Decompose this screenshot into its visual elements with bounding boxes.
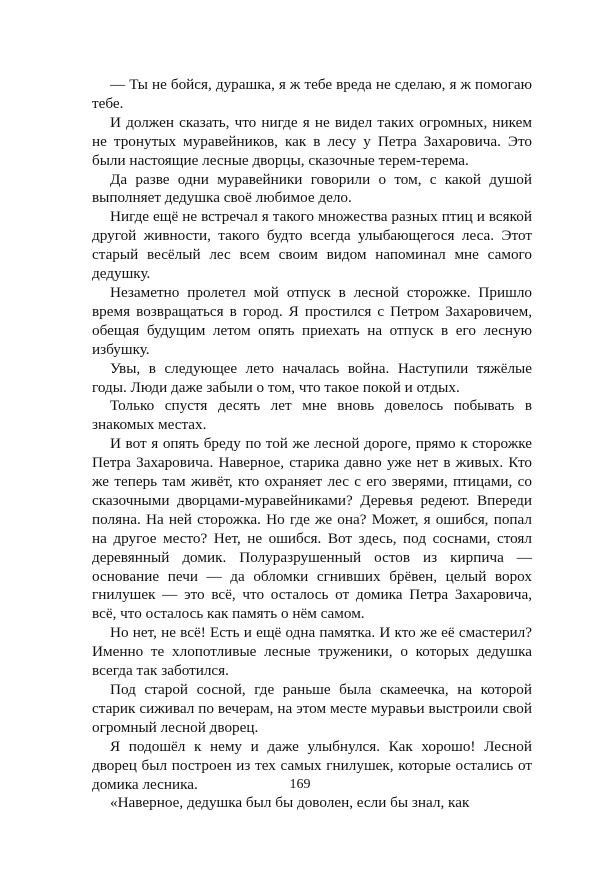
paragraph-5: Незаметно пролетел мой отпуск в лесной сторожке. Пришло время возвращаться в город. Я простился с Петром Захаровичем, обещая будущим летом опять приехать на отпуск в его лесную избушку. — [92, 283, 532, 358]
paragraph-10: Под старой сосной, где раньше была скамеечка, на которой старик сиживал по вечерам, на этом месте муравьи выстроили свой огромный лесной дворец. — [92, 681, 532, 736]
paragraph-4: Нигде ещё не встречал я такого множества разных птиц и всякой другой живности, такого будто всегда улыбающегося леса. Этот старый весёлый лес всем своим видом напоминал мне самого дедушку. — [92, 208, 532, 283]
paragraph-1: — Ты не бойся, дурашка, я ж тебе вреда не сделаю, я ж помогаю тебе. — [92, 76, 532, 112]
paragraph-9: Но нет, не всё! Есть и ещё одна памятка. И кто же её смастерил? Именно те хлопотливые лесные труженики, о которых дедушка всегда так заботился. — [92, 624, 532, 680]
paragraph-12: «Наверное, дедушка был бы доволен, если бы знал, как — [110, 794, 470, 812]
page-number: 169 — [289, 777, 311, 792]
paragraph-8: И вот я опять бреду по той же лесной дороге, прямо к сторожке Петра Захаровича. Наверное, старика давно уже нет в живых. Кто же теперь там живёт, кто охраняет лес с его зверями, птицами, со сказочными дворцами-муравейниками? Деревья редеют. Впереди поляна. На ней сторожка. Но где же она? Может, я ошибся, попал на другое место? Нет, не ошибся. Вот здесь, под соснами, стоял деревянный домик. Полуразрушенный остов из кирпича — основание печи — да обломки сгнивших брёвен, целый ворох гнилушек — это всё, что осталось от домика Петра Захаровича, всё, что осталось как память о нём самом. — [92, 435, 532, 623]
paragraph-11: Я подошёл к нему и даже улыбнулся. Как хорошо! Лесной дворец был построен из тех самых гнилушек, которые остались от домика лесника. — [92, 737, 532, 793]
paragraph-6: Увы, в следующее лето началась война. Наступили тяжёлые годы. Люди даже забыли о том, что такое покой и отдых. — [92, 359, 532, 396]
paragraph-7: Только спустя десять лет мне вновь довелось побывать в знакомых местах. — [92, 397, 532, 434]
paragraph-3: Да разве одни муравейники говорили о том, с какой душой выполняет дедушка своё любимое дело. — [92, 170, 532, 207]
paragraph-2: И должен сказать, что нигде я не видел таких огромных, никем не тронутых муравейников, как в лесу у Петра Захаровича. Это были настоящие лесные дворцы, сказочные терем-терема. — [92, 113, 532, 169]
text-block — [92, 76, 532, 813]
